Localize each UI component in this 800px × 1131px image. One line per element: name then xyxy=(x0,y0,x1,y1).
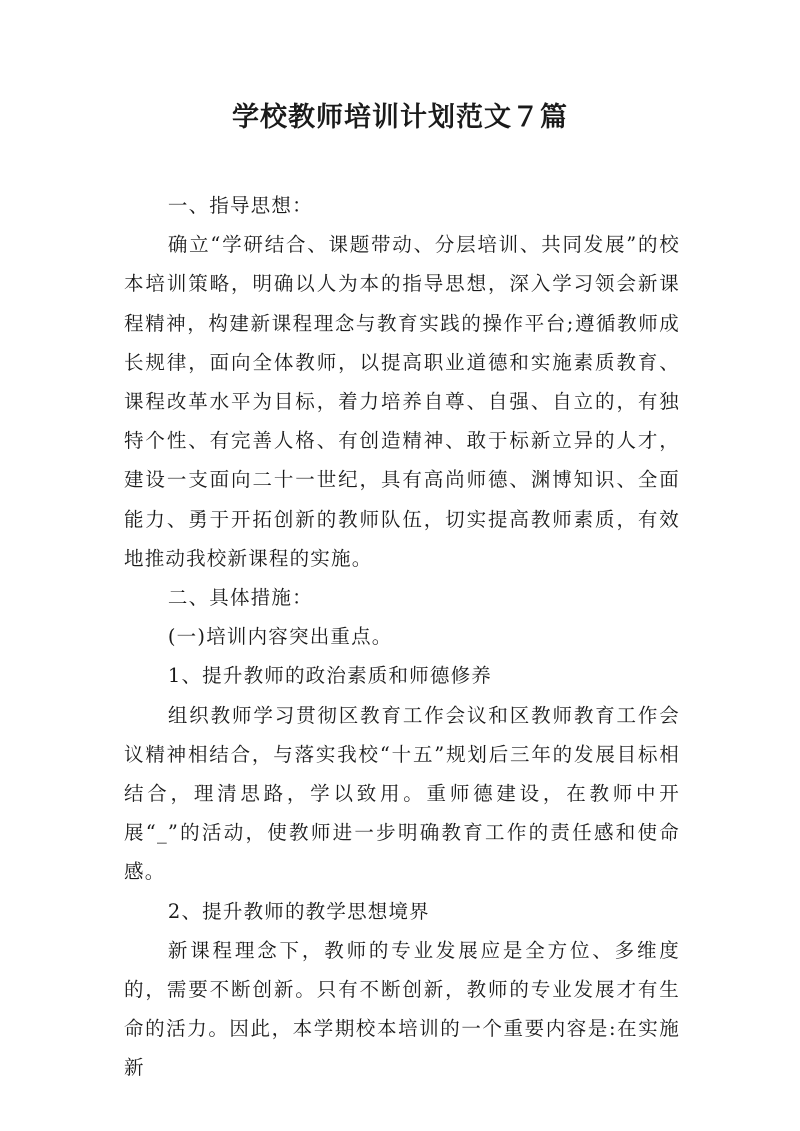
document-body xyxy=(124,186,680,1088)
section-heading-guiding-thought: 一、指导思想： xyxy=(167,194,313,217)
section-heading-specific-measures: 二、具体措施： xyxy=(167,586,313,610)
item-heading-political-quality: 1、提升教师的政治素质和师德修养 xyxy=(167,664,492,688)
paragraph-political-quality: 组织教师学习贯彻区教育工作会议和区教师教育工作会议精神相结合，与落实我校“十五”规划后三年的发展目标相结合，理清思路，学以致用。重师德建设，在教师中开展“_”的活动，使教师进一步明确教育工作的责任感和使命感。 xyxy=(124,703,680,884)
item-heading-teaching-thought: 2、提升教师的教学思想境界 xyxy=(167,899,430,923)
subsection-heading-training-content: (一)培训内容突出重点。 xyxy=(167,625,393,649)
paragraph-guiding-thought: 确立“学研结合、课题带动、分层培训、共同发展”的校本培训策略，明确以人为本的指导思想，深入学习领会新课程精神，构建新课程理念与教育实践的操作平台;遵循教师成长规律，面向全体教师，以提高职业道德和实施素质教育、课程改革水平为目标，着力培养自尊、自强、自立的，有独特个性、有完善人格、有创造精神、敢于标新立异的人才，建设一支面向二十一世纪，具有高尚师德、渊博知识、全面能力、勇于开拓创新的教师队伍，切实提高教师素质，有效地推动我校新课程的实施。 xyxy=(124,233,680,570)
document-title: 学校教师培训计划范文７篇 xyxy=(232,102,568,133)
paragraph-teaching-thought: 新课程理念下，教师的专业发展应是全方位、多维度的，需要不断创新。只有不断创新，教师的专业发展才有生命的活力。因此，本学期校本培训的一个重要内容是:在实施新 xyxy=(124,938,680,1080)
